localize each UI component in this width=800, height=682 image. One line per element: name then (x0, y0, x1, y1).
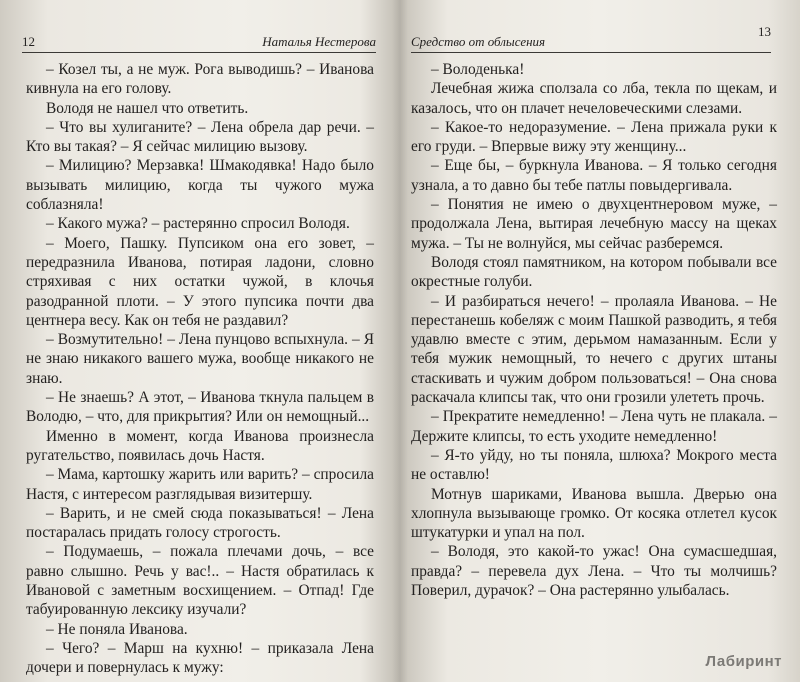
paragraph: – Я-то уйду, но ты поняла, шлюха? Мокрого места не оставлю! (411, 446, 777, 484)
paragraph: – Володя, это какой-то ужас! Она сумасшедшая, правда? – перевела дух Лена. – Что ты молчишь? Поверил, дурачок? – Она растерянно улыбалась. (411, 543, 777, 600)
running-title: Наталья Нестерова (262, 34, 376, 49)
paragraph: – Какое-то недоразумение. – Лена прижала руки к его груди. – Впервые вижу эту женщину... (411, 118, 777, 156)
header-rule (22, 52, 376, 53)
paragraph: Именно в момент, когда Иванова произнесла ругательство, появилась дочь Настя. (26, 427, 374, 464)
paragraph: – Что вы хулиганите? – Лена обрела дар речи. – Кто вы такая? – Я сейчас милицию вызову. (26, 118, 374, 156)
paragraph: – Володенька! (431, 61, 525, 78)
paragraph: – Козел ты, а не муж. Рога выводишь? – Иванова кивнула на его голову. (26, 61, 374, 98)
paragraph: – И разбираться нечего! – пролаяла Иванова. – Не перестанешь кобеляж с моим Пашкой разводить, я тебя удавлю вместе с этим, дерьмом намазанным. Если у тебя мужик немощный, то нечего с других штаны стаскивать и чужим добром пользоваться! – Она снова раскачала клипсы так, что они грозили улететь прочь. (411, 292, 777, 407)
paragraph: Володя стоял памятником, на котором побывали все окрестные голуби. (411, 253, 777, 291)
paragraph: – Милицию? Мерзавка! Шмакодявка! Надо было вызывать милицию, когда ты чужого мужа соблазняла! (26, 157, 374, 214)
paragraph: Мотнув шариками, Иванова вышла. Дверью она хлопнула вызывающе громко. От косяка отлетел кусок штукатурки и упал на пол. (411, 485, 777, 542)
left-page-body (26, 60, 374, 678)
paragraph: – Варить, и не смей сюда показываться! – Лена постаралась придать голосу строгость. (26, 504, 374, 542)
paragraph: – Не поняла Иванова. (46, 620, 188, 638)
paragraph: – Прекратите немедленно! – Лена чуть не плакала. – Держите клипсы, то есть уходите немедленно! (411, 408, 777, 445)
right-page (405, 0, 800, 682)
paragraph: – Понятия не имею о двухцентнеровом муже, – продолжала Лена, вытирая лечебную массу на щеках мужа. – Ты не волнуйся, мы сейчас разберемся. (411, 196, 777, 252)
paragraph: Лечебная жижа сползала со лба, текла по щекам, и казалось, что он плачет нечеловеческими слезами. (411, 80, 777, 117)
page-number: 12 (22, 34, 35, 49)
running-title: Средство от облысения (411, 34, 546, 49)
page-number: 13 (758, 24, 771, 39)
paragraph: – Подумаешь, – пожала плечами дочь, – все равно слышно. Речь у вас!.. – Настя обратилась к Ивановой с заметным восхищением. – Отпад! Где табуированную лексику изучали? (26, 543, 374, 619)
paragraph: – Моего, Пашку. Пупсиком она его зовет, – передразнила Иванова, потирая ладони, словно стряхивая с них остатки чужой, в клочья разодранной плоти. – У этого пупсика почти два центнера весу. Как он тебя не раздавил? (26, 234, 374, 329)
header-rule (411, 52, 771, 53)
paragraph: – Возмутительно! – Лена пунцово вспыхнула. – Я не знаю никакого вашего мужа, вообще никакого не знаю. (26, 331, 374, 387)
left-page-header (22, 34, 376, 50)
paragraph: – Мама, картошку жарить или варить? – спросила Настя, с интересом разглядывая визитершу. (26, 466, 374, 503)
paragraph: – Не знаешь? А этот, – Иванова ткнула пальцем в Володю, – что, для прикрытия? Или он немощный... (26, 389, 374, 426)
paragraph: – Еще бы, – буркнула Иванова. – Я только сегодня узнала, а то давно бы тебе патлы повыдергивала. (411, 157, 777, 194)
left-page (0, 0, 395, 682)
paragraph: – Какого мужа? – растерянно спросил Володя. (46, 215, 350, 233)
right-page-body (411, 60, 777, 600)
right-page-header (411, 24, 771, 50)
paragraph: – Чего? – Марш на кухню! – приказала Лена дочери и повернулась к мужу: (26, 639, 374, 677)
paragraph: Володя не нашел что ответить. (46, 99, 249, 117)
watermark-logo: Лабиринт (705, 653, 782, 670)
